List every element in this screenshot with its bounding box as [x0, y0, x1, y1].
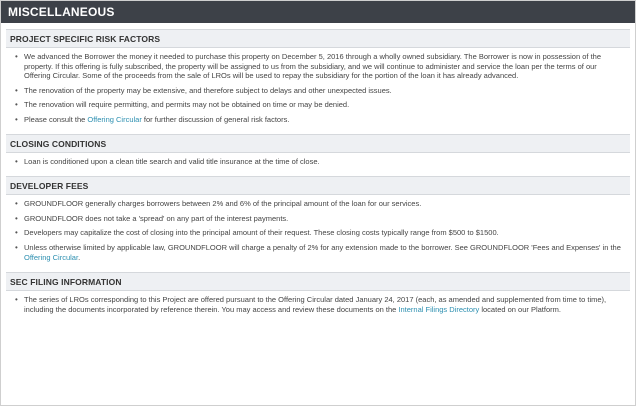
sec-filing-heading: SEC FILING INFORMATION: [6, 272, 630, 291]
list-item-text: .: [78, 252, 81, 262]
risk-factors-heading: PROJECT SPECIFIC RISK FACTORS: [6, 29, 630, 48]
list-item-text: located on our Platform.: [479, 304, 561, 314]
closing-conditions-list: [6, 153, 630, 174]
internal-filings-directory-link[interactable]: Internal Filings Directory: [398, 304, 480, 314]
offering-circular-link[interactable]: Offering Circular: [87, 114, 142, 124]
closing-conditions-heading: CLOSING CONDITIONS: [6, 134, 630, 153]
developer-fees-list: [6, 195, 630, 269]
list-item: • Loan is conditioned upon a clean title search and valid title insurance at the time of close.: [24, 157, 624, 167]
sec-filing-section: [6, 272, 630, 321]
closing-conditions-section: [6, 134, 630, 174]
list-item: [24, 243, 624, 262]
developer-fees-section: [6, 176, 630, 269]
list-item: • The renovation of the property may be extensive, and therefore subject to delays and other unexpected issues.: [24, 86, 624, 96]
list-item: • GROUNDFLOOR generally charges borrowers between 2% and 6% of the principal amount of the loan for our services.: [24, 199, 624, 209]
developer-fees-heading: DEVELOPER FEES: [6, 176, 630, 195]
list-item-text: Please consult the: [24, 114, 88, 124]
list-item-text: Unless otherwise limited by applicable law, GROUNDFLOOR will charge a penalty of 2% for any extension made to the borrower. See GROUNDFLOOR 'Fees and Expenses' in the: [24, 242, 621, 252]
risk-factors-list: [6, 48, 630, 132]
list-item: • The renovation will require permitting, and permits may not be obtained on time or may be denied.: [24, 100, 624, 110]
risk-factors-section: [6, 29, 630, 132]
list-item: [24, 115, 624, 125]
list-item: • We advanced the Borrower the money it needed to purchase this property on December 5, 2016 through a wholly owned subsidiary. The Borrower is now in possession of the property. If this offering is fully subscribed, the property will be assigned to us from the subsidiary, and we will continue to administer and service the loan per the terms of our Offering Circular. Some of the proceeds from the sale of LROs will be used to repay the subsidiary for the portion of the loan it has already advanced.: [24, 52, 624, 81]
list-item: • Developers may capitalize the cost of closing into the principal amount of their request. These closing costs typically range from $500 to $1500.: [24, 228, 624, 238]
fees-offering-circular-link[interactable]: Offering Circular: [24, 252, 79, 262]
sec-filing-list: [6, 291, 630, 321]
list-item-text: The series of LROs corresponding to this Project are offered pursuant to the Offering Circular dated January 24, 2017 (each, as amended and supplemented from time to time), including the documents incorporated by reference therein. You may access and review these documents on the: [24, 295, 607, 314]
list-item: • GROUNDFLOOR does not take a 'spread' on any part of the interest payments.: [24, 214, 624, 224]
list-item: [24, 295, 624, 314]
list-item-text: for further discussion of general risk factors.: [141, 114, 290, 124]
panel-title: MISCELLANEOUS: [1, 1, 635, 23]
